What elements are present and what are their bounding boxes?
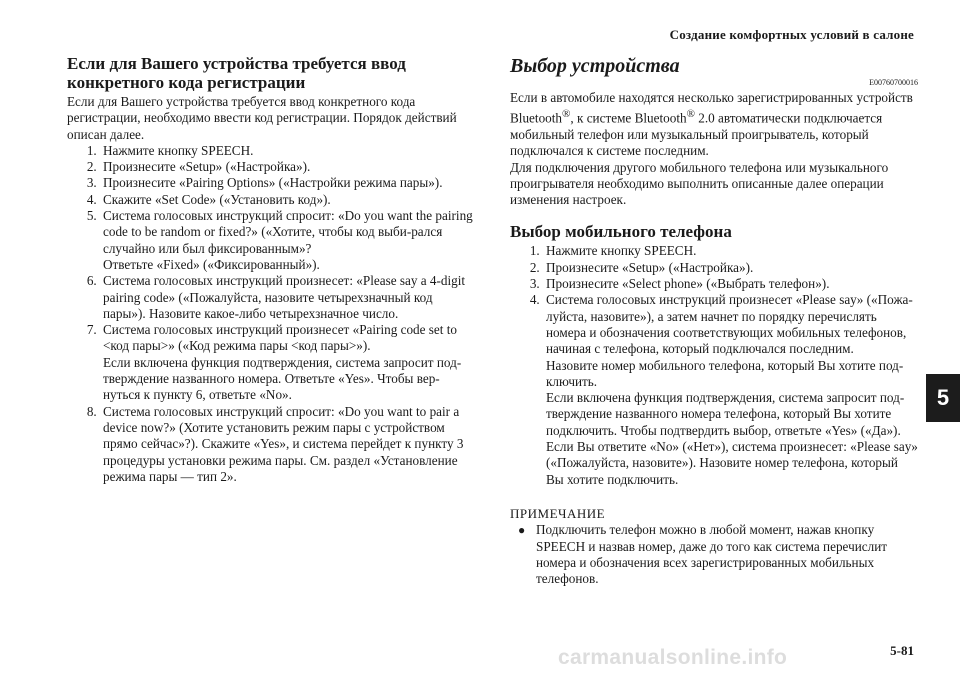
watermark: carmanualsonline.info bbox=[558, 646, 788, 669]
chapter-tab: 5 bbox=[926, 374, 960, 422]
step-text: Система голосовых инструкций спросит: «Do you want to pair a device now?» (Хотите установить режим пары с устройством прямо сейчас»?). Скажите «Yes», и система перейдет к пункту 3 процедуры установки режима пары. См. раздел «Установление режима пары — тип 2». bbox=[103, 403, 464, 484]
intro-paragraph: Если для Вашего устройства требуется ввод конкретного кода регистрации, необходимо ввести код регистрации. Порядок действий описан далее. bbox=[67, 94, 457, 142]
list-item bbox=[543, 243, 918, 259]
step-text: Произнесите «Setup» («Настройка»). bbox=[546, 259, 754, 275]
step-text: Скажите «Set Code» («Установить код»). bbox=[103, 191, 331, 207]
intro-paragraph-2: Для подключения другого мобильного телефона или музыкального проигрывателя необходимо выполнить описанные далее операции изменения настроек. bbox=[510, 159, 889, 208]
step-extra-text: Ответьте «Fixed» («Фиксированный»). bbox=[103, 256, 320, 272]
list-item bbox=[543, 276, 918, 292]
right-column bbox=[510, 54, 918, 587]
list-item bbox=[100, 322, 477, 403]
step-text: Нажмите кнопку SPEECH. bbox=[103, 142, 254, 158]
list-item bbox=[543, 260, 918, 276]
list-item bbox=[100, 159, 477, 175]
registered-mark: ® bbox=[562, 108, 571, 121]
list-item bbox=[100, 143, 477, 159]
step-text: Система голосовых инструкций произнесет: «Please say a 4-digit pairing code» («Пожалуйста, назовите четырехзначный код пары»). Назовите какое-либо четырехзначное число. bbox=[103, 273, 466, 321]
page-number: 5-81 bbox=[890, 643, 914, 658]
intro-text: 2.0 автоматически подключается мобильный телефон или музыкальный проигрыватель, который подключался к системе последним. bbox=[510, 110, 883, 159]
spacer bbox=[510, 208, 918, 222]
section-heading: Выбор мобильного телефона bbox=[510, 222, 732, 242]
intro-text: Если в автомобиле находятся несколько зарегистрированных устройств Bluetooth bbox=[510, 90, 913, 126]
list-item bbox=[100, 175, 477, 191]
step-text: Произнесите «Setup» («Настройка»). bbox=[103, 159, 311, 175]
steps-list bbox=[510, 243, 918, 487]
list-item bbox=[100, 404, 477, 485]
document-code: E00760700016 bbox=[869, 78, 918, 87]
registered-mark: ® bbox=[686, 108, 695, 121]
intro-paragraph bbox=[510, 90, 918, 160]
list-item bbox=[100, 192, 477, 208]
steps-list bbox=[67, 143, 477, 485]
note-heading: ПРИМЕЧАНИЕ bbox=[510, 505, 606, 521]
list-item bbox=[100, 273, 477, 322]
step-extra-text: Назовите номер мобильного телефона, который Вы хотите под-ключить. bbox=[546, 357, 904, 389]
section-heading: Если для Вашего устройства требуется ввод конкретного кода регистрации bbox=[67, 54, 406, 92]
step-extra-text: Если включена функция подтверждения, система запросит под-тверждение названного номера. Ответьте «Yes». Чтобы вер-нуться к пункту 6, ответьте «No». bbox=[103, 354, 462, 403]
step-text: Нажмите кнопку SPEECH. bbox=[546, 243, 697, 259]
left-column bbox=[67, 54, 477, 485]
note-text: Подключить телефон можно в любой момент, нажав кнопку SPEECH и назвав номер, даже до того как система перечислит номера и обозначения всех зарегистрированных мобильных телефонов. bbox=[536, 522, 888, 587]
step-extra-text: Если включена функция подтверждения, система запросит под-тверждение названного номера телефона, который Вы хотите подключить. Чтобы подтвердить выбор, ответьте «Yes» («Да»). bbox=[546, 390, 905, 438]
intro-text: , к системе Bluetooth bbox=[570, 110, 687, 126]
running-header: Создание комфортных условий в салоне bbox=[669, 27, 914, 42]
step-text: Система голосовых инструкций произнесет «Pairing code set to <код пары>» («Код режима пары <код пары>»). bbox=[103, 322, 457, 354]
list-item bbox=[543, 292, 918, 488]
step-extra-text: Если Вы ответите «No» («Нет»), система произнесет: «Please say» («Пожалуйста, назовите»). Назовите номер телефона, который Вы хотите подключить. bbox=[546, 439, 918, 487]
step-text: Система голосовых инструкций произнесет «Please say» («Пожа-луйста, назовите»), а затем начнет по порядку перечислять номера и обозначения соответствующих мобильных телефонов, начиная с телефона, который подключался последним. bbox=[546, 292, 913, 357]
step-text: Произнесите «Pairing Options» («Настройки режима пары»). bbox=[103, 175, 443, 191]
step-text: Система голосовых инструкций спросит: «Do you want the pairing code to be random or fixed?» («Хотите, чтобы код выби-рался случайно или был фиксированным»? bbox=[103, 208, 473, 256]
page-title: Выбор устройства bbox=[510, 55, 680, 77]
note-item bbox=[510, 522, 918, 587]
bullet-icon: ● bbox=[518, 523, 526, 538]
step-text: Произнесите «Select phone» («Выбрать телефон»). bbox=[546, 276, 830, 292]
list-item bbox=[100, 208, 477, 273]
